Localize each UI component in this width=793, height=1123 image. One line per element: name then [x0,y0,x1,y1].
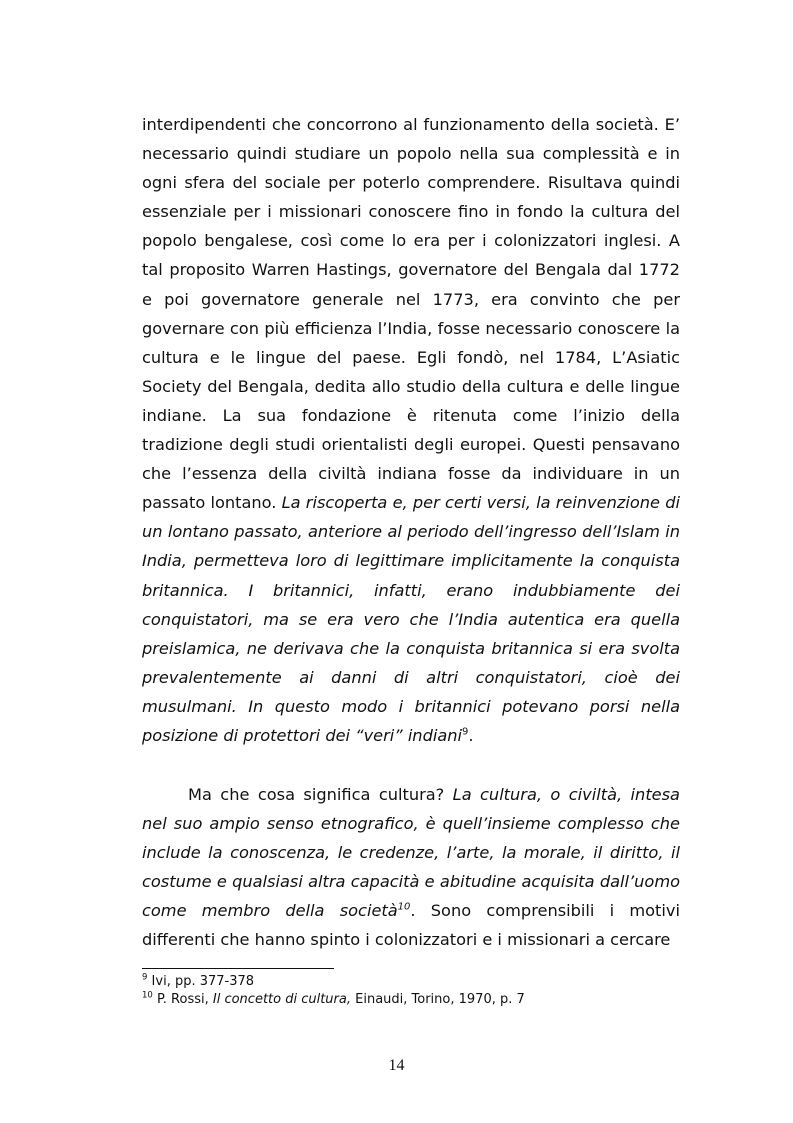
footnote-10-number: 10 [142,990,153,1001]
paragraph-2-question: Ma che cosa significa cultura? [188,785,453,804]
page-number: 14 [388,1057,405,1074]
paragraph-2-continuation: . Sono comprensibili i motivi differenti che hanno spinto i colonizzatori e i missionari a cercare [142,901,680,950]
footnote-9-text: Ivi, pp. 377-378 [147,974,255,989]
footnote-9-number: 9 [142,972,148,983]
footnote-10 [142,991,680,1009]
body-paragraph-1 [142,110,680,750]
paragraph-1-text: interdipendenti che concorrono al funzionamento della società. E’ necessario quindi studiare un popolo nella sua complessità e in ogni sfera del sociale per poterlo comprendere. Risultava quindi essenziale per i missionari conoscere fino in fondo la cultura del popolo bengalese, così come lo era per i colonizzatori inglesi. A tal proposito Warren Hastings, governatore del Bengala dal 1772 e poi governatore generale nel 1773, era convinto che per governare con più efficienza l’India, fosse necessario conoscere la cultura e le lingue del paese. Egli fondò, nel 1784, L’Asiatic Society del Bengala, dedita allo studio della cultura e delle lingue indiane. La sua fondazione è ritenuta come l’inizio della tradizione degli studi orientalisti degli europei. Questi pensavano che l’essenza della civiltà indiana fosse da individuare in un passato lontano. [142,115,680,513]
paragraph-2-italic-quote: La cultura, o civiltà, intesa nel suo ampio senso etnografico, è quell’insieme complesso che include la conoscenza, le credenze, l’arte, la morale, il diritto, il costume e qualsiasi altra capacità e abitudine acquisita dall’uomo come membro della società [142,785,680,921]
footnote-9 [142,973,680,991]
footnote-10-publisher: Einaudi, Torino, 1970, p. 7 [351,992,525,1007]
footnote-10-title: Il concetto di cultura, [212,992,351,1007]
paragraph-1-italic-quote: La riscoperta e, per certi versi, la reinvenzione di un lontano passato, anteriore al periodo dell’ingresso dell’Islam in India, permetteva loro di legittimare implicitamente la conquista britannica. I britannici, infatti, erano indubbiamente dei conquistatori, ma se era vero che l’India autentica era quella preislamica, ne derivava che la conquista britannica si era svolta prevalentemente ai danni di altri conquistatori, cioè dei musulmani. In questo modo i britannici potevano porsi nella posizione di protettori dei “veri” indiani [142,493,681,745]
footnotes-section [142,973,680,1009]
footnote-10-author: P. Rossi, [152,992,213,1007]
body-paragraph-2 [142,780,680,955]
footnote-reference-9: 9 [462,726,469,738]
paragraph-1-period: . [468,725,474,745]
footnote-separator [142,968,334,969]
footnote-reference-10: 10 [397,901,411,913]
